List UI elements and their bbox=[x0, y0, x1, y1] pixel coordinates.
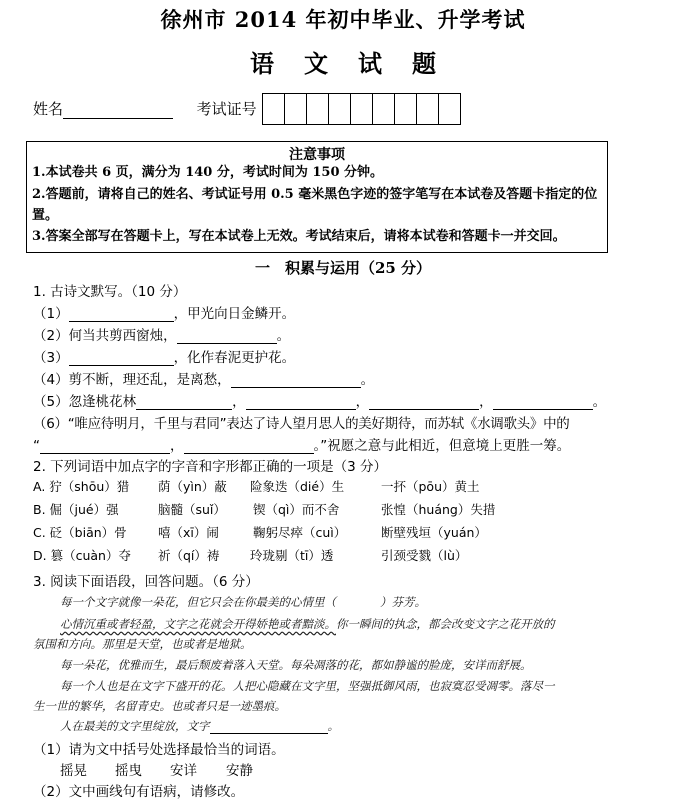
passage-line-7: 人在最美的文字里绽放，文字 。 bbox=[60, 719, 339, 733]
q1-line-7: “ ， 。”祝愿之意与此相近，但意境上更胜一筹。 bbox=[33, 438, 571, 454]
q3-stem: 3. 阅读下面语段，回答问题。（6 分） bbox=[33, 574, 259, 590]
option-d[interactable]: D. 篡（cuàn）夺 bbox=[33, 548, 131, 563]
option-c-word-4: 断壁残垣（yuán） bbox=[381, 525, 487, 540]
id-box[interactable] bbox=[263, 94, 285, 124]
notice-box bbox=[26, 141, 608, 253]
answer-blank[interactable] bbox=[177, 343, 277, 344]
choice-3[interactable]: 安详 bbox=[170, 763, 197, 779]
id-box[interactable] bbox=[439, 94, 460, 124]
name-label: 姓名 bbox=[33, 100, 64, 118]
passage-line-3: 氛围和方向。那里是天堂，也或者是地狱。 bbox=[33, 637, 252, 651]
notice-item-3: 3.答案全部写在答题卡上，写在本试卷上无效。考试结束后，请将本试卷和答题卡一并交回。 bbox=[32, 229, 566, 244]
id-box[interactable] bbox=[285, 94, 307, 124]
q1-stem: 1. 古诗文默写。（10 分） bbox=[33, 284, 187, 300]
option-c-word-3: 鞠躬尽瘁（cuì） bbox=[253, 525, 347, 540]
option-d-word-3: 玲珑剔（tī）透 bbox=[250, 548, 334, 563]
name-field[interactable] bbox=[63, 118, 173, 119]
q3-sub-1: （1）请为文中括号处选择最恰当的词语。 bbox=[33, 742, 285, 758]
q1-line-2: （2）何当共剪西窗烛， 。 bbox=[33, 328, 291, 344]
option-b[interactable]: B. 倔（jué）强 bbox=[33, 502, 119, 517]
answer-blank[interactable] bbox=[69, 365, 174, 366]
answer-blank[interactable] bbox=[210, 733, 328, 734]
q1-line-6: （6）“唯应待明月，千里与君同”表达了诗人望月思人的美好期待，而苏轼《水调歌头》中的 bbox=[33, 416, 570, 432]
id-box[interactable] bbox=[395, 94, 417, 124]
answer-blank[interactable] bbox=[184, 453, 314, 454]
id-box[interactable] bbox=[329, 94, 351, 124]
passage-line-5: 每一个人也是在文字下盛开的花。人把心隐藏在文字里，坚强抵御风雨，也寂寞忍受凋零。落尽一 bbox=[60, 679, 555, 693]
option-d-word-2: 祈（qí）祷 bbox=[158, 548, 220, 563]
id-box[interactable] bbox=[307, 94, 329, 124]
option-a-word-2: 荫（yìn）蔽 bbox=[158, 479, 227, 494]
section-heading: 一 积累与运用（25 分） bbox=[254, 259, 432, 277]
q1-line-5: （5）忽逢桃花林 ， ， ， 。 bbox=[33, 394, 607, 410]
passage-line-6: 生一世的繁华，名留青史。也或者只是一迹墨痕。 bbox=[33, 699, 286, 713]
option-c-word-2: 嘻（xī）闹 bbox=[158, 525, 219, 540]
option-a-word-4: 一抔（pōu）黄土 bbox=[381, 479, 480, 494]
option-b-word-3: 锲（qì）而不舍 bbox=[253, 502, 340, 517]
answer-blank[interactable] bbox=[493, 409, 593, 410]
answer-blank[interactable] bbox=[69, 321, 174, 322]
option-a[interactable]: A. 狞（shōu）猎 bbox=[33, 479, 130, 494]
notice-item-2: 2.答题前，请将自己的姓名、考试证号用 0.5 毫米黑色字迹的签字笔写在本试卷及答题卡指定的位置。 bbox=[32, 187, 598, 223]
choice-2[interactable]: 摇曳 bbox=[115, 763, 142, 779]
passage-line-1: 每一个文字就像一朵花，但它只会在你最美的心情里（ ）芬芳。 bbox=[60, 595, 426, 609]
exam-title: 徐州市 2014 年初中毕业、升学考试 bbox=[160, 7, 526, 32]
q1-line-3: （3） ，化作春泥更护花。 bbox=[33, 350, 296, 366]
answer-blank[interactable] bbox=[231, 387, 361, 388]
notice-item-1: 1.本试卷共 6 页，满分为 140 分，考试时间为 150 分钟。 bbox=[32, 165, 384, 180]
q1-line-1: （1） ，甲光向日金鳞开。 bbox=[33, 306, 296, 322]
id-box[interactable] bbox=[373, 94, 395, 124]
underlined-sentence: 心情沉重或者轻盈，文字之花就会开得娇艳或者黯淡。 bbox=[60, 617, 336, 631]
q2-stem: 2. 下列词语中加点字的字音和字形都正确的一项是（3 分） bbox=[33, 459, 388, 475]
answer-blank[interactable] bbox=[40, 453, 170, 454]
option-c[interactable]: C. 砭（biān）骨 bbox=[33, 525, 127, 540]
candidate-row bbox=[33, 98, 257, 119]
id-number-boxes[interactable] bbox=[262, 93, 461, 125]
choice-4[interactable]: 安静 bbox=[226, 763, 253, 779]
answer-blank[interactable] bbox=[136, 409, 232, 410]
notice-title: 注意事项 bbox=[289, 147, 345, 163]
id-box[interactable] bbox=[417, 94, 439, 124]
option-b-word-4: 张惶（huáng）失措 bbox=[381, 502, 496, 517]
option-b-word-2: 脑髓（suǐ） bbox=[158, 502, 226, 517]
subject-title: 语文试题 bbox=[250, 49, 466, 78]
answer-blank[interactable] bbox=[369, 409, 479, 410]
passage-line-2: 心情沉重或者轻盈，文字之花就会开得娇艳或者黯淡。你一瞬间的执念，都会改变文字之花开放的 bbox=[60, 617, 555, 631]
option-a-word-3: 险象迭（dié）生 bbox=[250, 479, 345, 494]
id-box[interactable] bbox=[351, 94, 373, 124]
q3-sub-2: （2）文中画线句有语病，请修改。 bbox=[33, 784, 245, 800]
id-label: 考试证号 bbox=[196, 100, 257, 118]
option-d-word-4: 引颈受戮（lù） bbox=[381, 548, 468, 563]
passage-line-4: 每一朵花，优雅而生，最后颓废着落入天堂。每朵凋落的花，都如静谧的脸庞，安详而舒展。 bbox=[60, 658, 532, 672]
answer-blank[interactable] bbox=[246, 409, 356, 410]
choice-1[interactable]: 摇晃 bbox=[60, 763, 87, 779]
q1-line-4: （4）剪不断，理还乱，是离愁， 。 bbox=[33, 372, 375, 388]
